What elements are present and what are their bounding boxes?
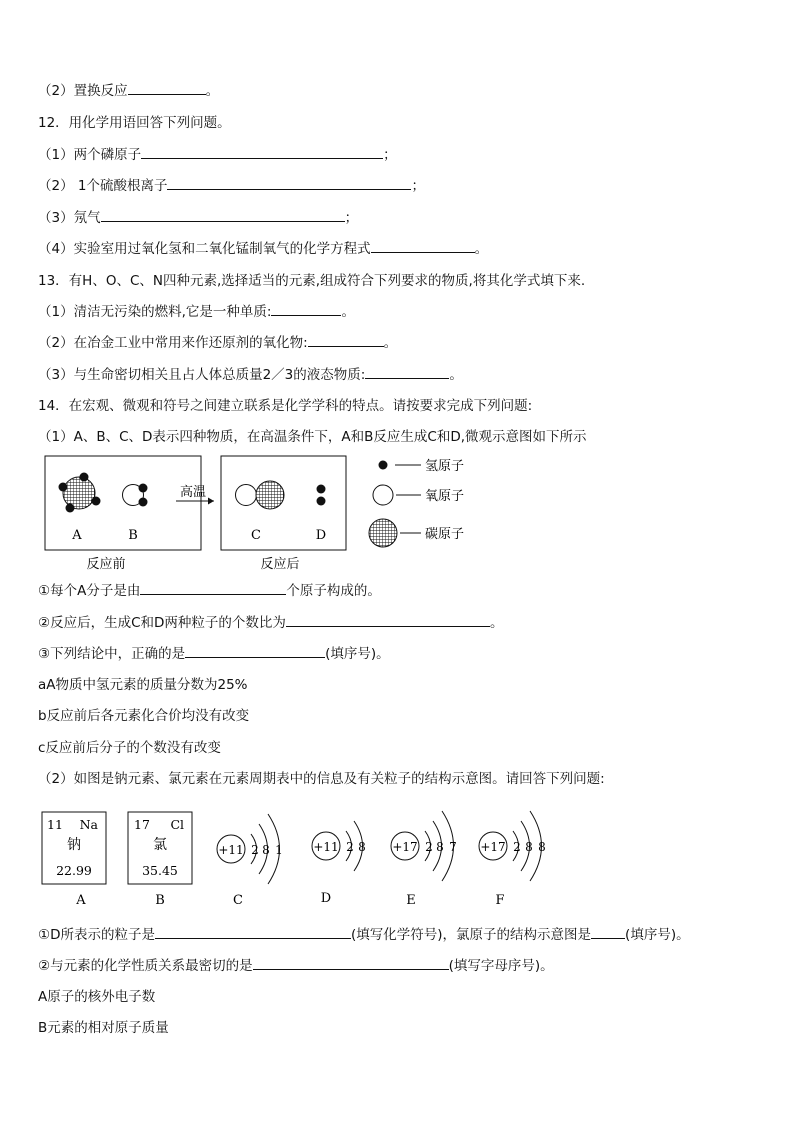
before-caption: 反应前 <box>86 557 126 572</box>
option-a: aA物质中氢元素的质量分数为25% <box>38 677 248 693</box>
molecule-b <box>123 484 148 507</box>
answer-blank[interactable] <box>253 957 449 970</box>
nucleus-charge: +11 <box>218 843 244 857</box>
label-a: A <box>72 528 82 543</box>
punct: 。 <box>383 335 398 351</box>
answer-blank[interactable] <box>141 146 383 159</box>
answer-blank[interactable] <box>155 926 351 939</box>
q14-1c-line <box>38 645 390 663</box>
label-e: E <box>406 893 416 908</box>
answer-blank[interactable] <box>101 209 345 222</box>
answer-blank[interactable] <box>185 645 325 658</box>
question-text: ①每个A分子是由 <box>38 583 141 599</box>
shell-electrons: 2 <box>425 840 433 854</box>
na-mass: 22.99 <box>56 863 92 878</box>
answer-blank[interactable] <box>365 366 449 379</box>
na-symbol: Na <box>79 817 98 832</box>
legend <box>369 459 464 547</box>
shell-electrons: 1 <box>275 843 283 857</box>
q14-2b-line <box>38 957 554 975</box>
nucleus-charge: +17 <box>392 840 418 854</box>
label-a: A <box>76 893 86 908</box>
q14-1b-line <box>38 614 503 632</box>
q13-3-line <box>38 366 463 384</box>
label-b: B <box>128 528 138 543</box>
shell-electrons: 8 <box>525 840 533 854</box>
question-text: (填写化学符号)，氯原子的结构示意图是 <box>351 927 592 943</box>
question-text: ③下列结论中，正确的是 <box>38 646 186 662</box>
question-text: （2） 1个硫酸根离子 <box>38 178 168 194</box>
question-text: ②反应后，生成C和D两种粒子的个数比为 <box>38 615 286 631</box>
q14-title: 14．在宏观、微观和符号之间建立联系是化学学科的特点。请按要求完成下列问题: <box>38 398 533 414</box>
na-name: 钠 <box>67 837 81 853</box>
nucleus-charge: +17 <box>480 840 506 854</box>
question-text: ②与元素的化学性质关系最密切的是 <box>38 958 253 974</box>
legend-carbon: 碳原子 <box>425 527 465 542</box>
punct: 。 <box>474 241 489 257</box>
legend-oxygen: 氧原子 <box>425 489 465 504</box>
molecule-a <box>59 473 101 513</box>
question-text: (填序号)。 <box>625 927 690 943</box>
shell-electrons: 2 <box>251 843 259 857</box>
question-text: （1）清洁无污染的燃料,它是一种单质: <box>38 304 272 320</box>
q12-3-line <box>38 209 358 227</box>
question-text: (填序号)。 <box>325 646 390 662</box>
legend-hydrogen: 氢原子 <box>425 459 465 474</box>
question-text: (填写字母序号)。 <box>448 958 554 974</box>
answer-blank[interactable] <box>140 582 286 595</box>
question-text: （2）在冶金工业中常用来作还原剂的氧化物: <box>38 335 308 351</box>
nucleus-charge: +11 <box>313 840 339 854</box>
answer-blank[interactable] <box>128 82 206 95</box>
q11-2-line <box>38 82 219 100</box>
question-text: （1）两个磷原子 <box>38 147 142 163</box>
arrow-head <box>208 498 214 505</box>
question-text: （3）与生命密切相关且占人体总质量2／3的液态物质: <box>38 367 366 383</box>
structure-f <box>479 811 546 908</box>
label-c: C <box>233 893 243 908</box>
q12-4-line <box>38 240 488 258</box>
periodic-cell-cl <box>128 812 192 908</box>
arrow-label: 高温 <box>179 485 207 500</box>
na-number: 11 <box>47 817 63 832</box>
cl-name: 氯 <box>153 837 167 853</box>
structure-e <box>391 811 457 908</box>
shell-electrons: 2 <box>513 840 521 854</box>
option-b: b反应前后各元素化合价均没有改变 <box>38 708 250 724</box>
cl-number: 17 <box>134 817 150 832</box>
carbon-icon <box>369 519 397 547</box>
answer-blank[interactable] <box>308 334 384 347</box>
option-c: c反应前后分子的个数没有改变 <box>38 740 221 756</box>
shell-electrons: 7 <box>449 840 457 854</box>
answer-option-b: B元素的相对原子质量 <box>38 1020 169 1036</box>
question-text: ①D所表示的粒子是 <box>38 927 155 943</box>
punct: ； <box>383 147 397 163</box>
label-f: F <box>495 893 505 908</box>
q13-2-line <box>38 334 397 352</box>
q14-1-intro: （1）A、B、C、D表示四种物质，在高温条件下，A和B反应生成C和D,微观示意图如下所示 <box>38 429 587 445</box>
q14-2-intro: （2）如图是钠元素、氯元素在元素周期表中的信息及有关粒子的结构示意图。请回答下列问题: <box>38 771 605 787</box>
cl-symbol: Cl <box>170 817 184 832</box>
punct: ； <box>344 210 359 226</box>
punct: 。 <box>341 304 355 320</box>
cl-mass: 35.45 <box>142 863 178 878</box>
q12-1-line <box>38 146 397 164</box>
molecule-c <box>236 481 285 509</box>
shell-electrons: 8 <box>358 840 366 854</box>
structure-c <box>217 814 283 908</box>
label-b: B <box>155 893 165 908</box>
question-text: （3）氖气 <box>38 210 101 226</box>
answer-blank[interactable] <box>591 926 625 939</box>
after-caption: 反应后 <box>260 557 300 572</box>
answer-blank[interactable] <box>371 240 475 253</box>
question-text: 个原子构成的。 <box>286 583 381 599</box>
shell-electrons: 8 <box>538 840 546 854</box>
q13-1-line <box>38 303 355 321</box>
q12-2-line <box>38 177 425 195</box>
q14-2a-line <box>38 926 690 944</box>
structure-d <box>312 821 366 906</box>
q14-1a-line <box>38 582 381 600</box>
label-d: D <box>315 528 327 543</box>
reaction-diagram <box>40 452 480 576</box>
label-d: D <box>320 891 332 906</box>
shell-electrons: 8 <box>436 840 444 854</box>
oxygen-icon <box>373 485 393 505</box>
answer-option-a: A原子的核外电子数 <box>38 989 156 1005</box>
question-text: （2）置换反应 <box>38 83 128 99</box>
punct: ； <box>411 178 425 194</box>
atom-diagrams <box>36 804 596 910</box>
answer-blank[interactable] <box>286 614 490 627</box>
periodic-cell-na <box>42 812 106 908</box>
hydrogen-icon <box>379 461 388 470</box>
punct: 。 <box>205 83 220 99</box>
shell-electrons: 2 <box>346 840 354 854</box>
punct: 。 <box>449 367 463 383</box>
molecule-d <box>317 485 326 506</box>
question-text: （4）实验室用过氧化氢和二氧化锰制氧气的化学方程式 <box>38 241 371 257</box>
answer-blank[interactable] <box>271 303 341 316</box>
shell-electrons: 8 <box>262 843 270 857</box>
q12-title: 12．用化学用语回答下列问题。 <box>38 115 231 131</box>
answer-blank[interactable] <box>167 177 411 190</box>
label-c: C <box>251 528 261 543</box>
punct: 。 <box>489 615 504 631</box>
q13-title: 13．有H、O、C、N四种元素,选择适当的元素,组成符合下列要求的物质,将其化学式填下来. <box>38 273 586 289</box>
